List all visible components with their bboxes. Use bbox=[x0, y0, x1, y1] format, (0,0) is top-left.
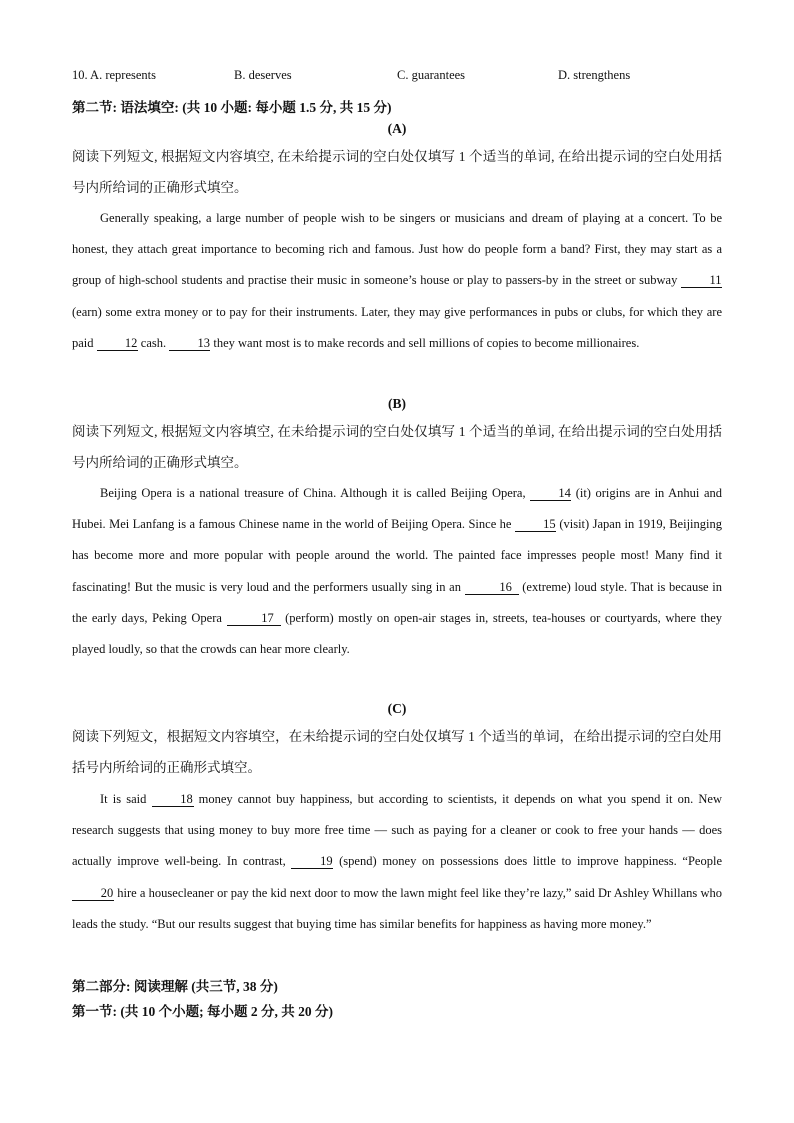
passage-c-label: (C) bbox=[387, 701, 407, 716]
option-a: 10. A. represents bbox=[72, 68, 157, 82]
blank-15: 15 bbox=[515, 517, 556, 532]
section-1-heading: 第一节: (共 10 个小题; 每小题 2 分, 共 20 分) bbox=[72, 1004, 333, 1019]
passage-a-instruction: 阅读下列短文, 根据短文内容填空, 在未给提示词的空白处仅填写 1 个适当的单词, 在给出提示词的空白处用括号内所给词的正确形式填空。 bbox=[72, 149, 722, 195]
blank-19: 19 bbox=[291, 854, 333, 869]
passage-b-instruction: 阅读下列短文, 根据短文内容填空, 在未给提示词的空白处仅填写 1 个适当的单词, 在给出提示词的空白处用括号内所给词的正确形式填空。 bbox=[72, 424, 722, 470]
blank-13: 13 bbox=[169, 336, 210, 351]
passage-c-text: It is said 18 money cannot buy happiness, but according to scientists, it depends on what you spend it on. New research suggests that using money to buy more free time — such as paying for a cleaner or cook to free your hands — does actually improve well-being. In contrast, 19 (spend) money on possessions does little to improve happiness. “People 20 hire a housecleaner or pay the kid next door to mow the lawn might feel like they’re lazy,” said Dr Ashley Whillans who leads the study. “But our results suggest that buying time has similar benefits for happiness as having more money.” bbox=[72, 792, 722, 931]
part-2-heading: 第二部分: 阅读理解 (共三节, 38 分) bbox=[72, 979, 278, 994]
passage-b-text: Beijing Opera is a national treasure of China. Although it is called Beijing Opera, 14 (it) origins are in Anhui and Hubei. Mei Lanfang is a famous Chinese name in the world of Beijing Opera. Since he 15 (visit) Japan in 1919, Beijinging has become more and more popular with people around the world. The painted face impresses people most! Many find it fascinating! But the music is very loud and the performers usually sing in an 16 (extreme) loud style. That is because in the early days, Peking Opera 17 (perform) mostly on open-air stages in, streets, tea-houses or courtyards, where they played loudly, so that the crowds can hear more clearly. bbox=[72, 486, 722, 657]
blank-11: 11 bbox=[681, 273, 722, 288]
blank-17: 17 bbox=[227, 611, 281, 626]
blank-14: 14 bbox=[530, 486, 571, 501]
blank-12: 12 bbox=[97, 336, 138, 351]
passage-c-instruction: 阅读下列短文，根据短文内容填空，在未给提示词的空白处仅填写 1 个适当的单词，在给出提示词的空白处用括号内所给词的正确形式填空。 bbox=[72, 729, 722, 775]
option-d: D. strengthens bbox=[558, 68, 631, 82]
blank-18: 18 bbox=[152, 792, 194, 807]
passage-a-text: Generally speaking, a large number of people wish to be singers or musicians and dream of playing at a concert. To be honest, they attach great importance to becoming rich and famous. Just how do people form a band? First, they may start as a group of high-school students and practise their music in someone’s house or play to passers-by in the street or subway 11 (earn) some extra money or to pay for their instruments. Later, they may give performances in pubs or clubs, for which they are paid 12 cash. 13 they want most is to make records and sell millions of copies to become millionaires. bbox=[72, 211, 722, 350]
option-c: C. guarantees bbox=[397, 68, 466, 82]
passage-a-label: (A) bbox=[387, 121, 407, 136]
option-b: B. deserves bbox=[234, 68, 292, 82]
section-2-heading: 第二节: 语法填空: (共 10 小题: 每小题 1.5 分, 共 15 分) bbox=[72, 100, 392, 115]
blank-20: 20 bbox=[72, 886, 114, 901]
question-10-options bbox=[72, 68, 722, 86]
passage-b-label: (B) bbox=[388, 396, 406, 411]
blank-16: 16 bbox=[465, 580, 519, 595]
